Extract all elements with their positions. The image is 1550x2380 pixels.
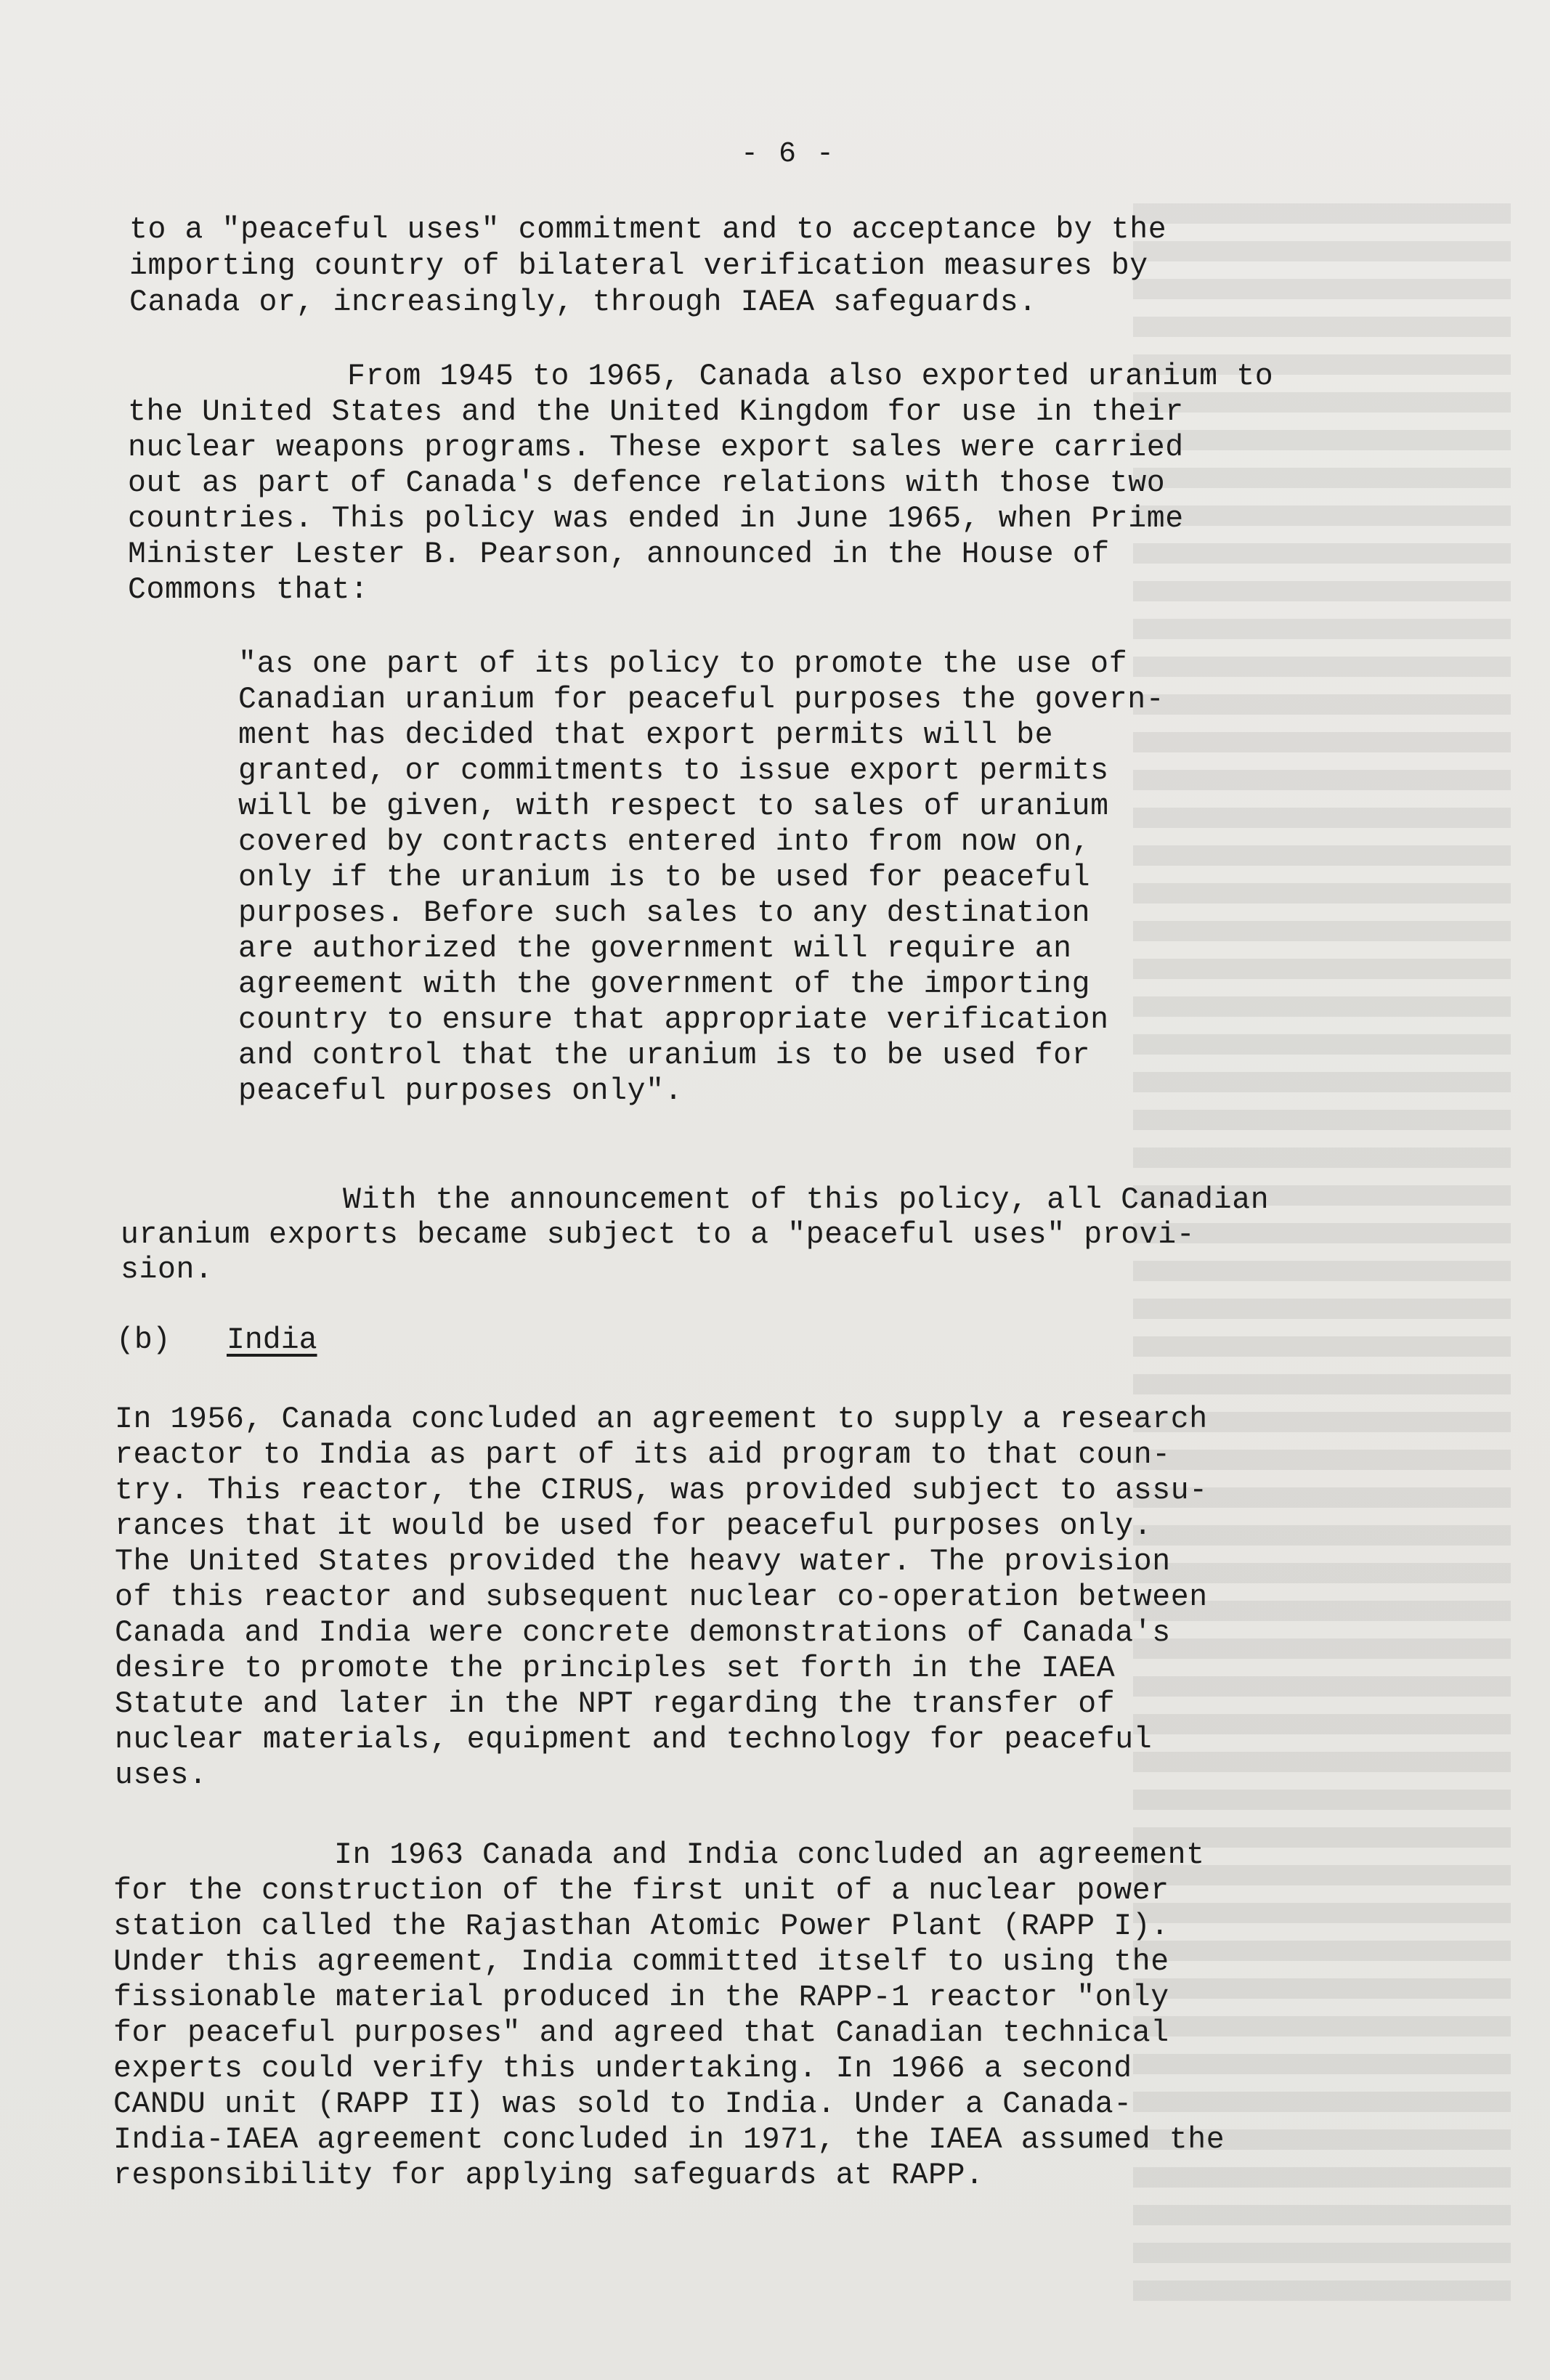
- text-line: desire to promote the principles set forth in the IAEA: [115, 1652, 1116, 1686]
- quote-line: are authorized the government will require an: [238, 932, 1072, 966]
- text-line: Minister Lester B. Pearson, announced in the House of: [128, 537, 1110, 572]
- quote-line: ment has decided that export permits will be: [238, 718, 1054, 752]
- text-line: the United States and the United Kingdom for use in their: [128, 395, 1184, 429]
- quote-line: only if the uranium is to be used for peaceful: [238, 861, 1091, 895]
- text-line: of this reactor and subsequent nuclear co-operation between: [115, 1580, 1208, 1615]
- text-line: countries. This policy was ended in June 1965, when Prime: [128, 502, 1184, 536]
- text-line: try. This reactor, the CIRUS, was provided subject to assu-: [115, 1474, 1208, 1508]
- quote-line: purposes. Before such sales to any destination: [238, 896, 1091, 930]
- text-line: nuclear weapons programs. These export sales were carried: [128, 431, 1184, 465]
- text-line: Commons that:: [128, 573, 369, 607]
- quote-line: will be given, with respect to sales of uranium: [238, 789, 1109, 824]
- text-line: Under this agreement, India committed itself to using the: [113, 1945, 1169, 1979]
- text-line: India-IAEA agreement concluded in 1971, the IAEA assumed the: [113, 2123, 1225, 2157]
- text-line: The United States provided the heavy water. The provision: [115, 1545, 1171, 1579]
- quote-line: covered by contracts entered into from now on,: [238, 825, 1091, 859]
- text-line: uses.: [115, 1758, 208, 1792]
- text-line: Canada or, increasingly, through IAEA safeguards.: [129, 285, 1037, 320]
- text-line: importing country of bilateral verification measures by: [129, 249, 1148, 283]
- quote-line: and control that the uranium is to be used for: [238, 1039, 1091, 1073]
- quote-line: "as one part of its policy to promote the use of: [238, 647, 1128, 681]
- section-index: (b): [116, 1323, 171, 1357]
- section-title: India: [227, 1323, 317, 1357]
- quote-line: granted, or commitments to issue export permits: [238, 754, 1109, 788]
- text-line: reactor to India as part of its aid program to that coun-: [115, 1438, 1171, 1472]
- show-through-texture: [1133, 203, 1511, 2310]
- text-line: responsibility for applying safeguards at RAPP.: [113, 2158, 984, 2193]
- text-line: experts could verify this undertaking. In 1966 a second: [113, 2052, 1132, 2086]
- quote-line: agreement with the government of the importing: [238, 967, 1091, 1002]
- page-number: - 6 -: [741, 138, 836, 171]
- quote-line: country to ensure that appropriate verification: [238, 1003, 1109, 1037]
- text-line: From 1945 to 1965, Canada also exported uranium to: [347, 360, 1274, 394]
- text-line: Statute and later in the NPT regarding the transfer of: [115, 1687, 1116, 1721]
- text-line: In 1956, Canada concluded an agreement to supply a research: [115, 1402, 1208, 1437]
- text-line: fissionable material produced in the RAPP-1 reactor "only: [113, 1981, 1169, 2015]
- text-line: rances that it would be used for peaceful purposes only.: [115, 1509, 1153, 1543]
- quote-line: peaceful purposes only".: [238, 1074, 683, 1108]
- text-line: In 1963 Canada and India concluded an agreement: [334, 1838, 1205, 1872]
- text-line: for peaceful purposes" and agreed that Canadian technical: [113, 2016, 1169, 2050]
- text-line: nuclear materials, equipment and technology for peaceful: [115, 1723, 1153, 1757]
- quote-line: Canadian uranium for peaceful purposes the govern-: [238, 683, 1165, 717]
- text-line: CANDU unit (RAPP II) was sold to India. Under a Canada-: [113, 2087, 1132, 2121]
- text-line: to a "peaceful uses" commitment and to acceptance by the: [129, 213, 1167, 247]
- text-line: Canada and India were concrete demonstrations of Canada's: [115, 1616, 1171, 1650]
- text-line: sion.: [121, 1253, 214, 1287]
- text-line: for the construction of the first unit of a nuclear power: [113, 1874, 1169, 1908]
- text-line: station called the Rajasthan Atomic Power Plant (RAPP I).: [113, 1909, 1169, 1944]
- text-line: out as part of Canada's defence relations with those two: [128, 466, 1166, 500]
- text-line: uranium exports became subject to a "peaceful uses" provi-: [121, 1218, 1196, 1252]
- text-line: With the announcement of this policy, all Canadian: [343, 1183, 1270, 1217]
